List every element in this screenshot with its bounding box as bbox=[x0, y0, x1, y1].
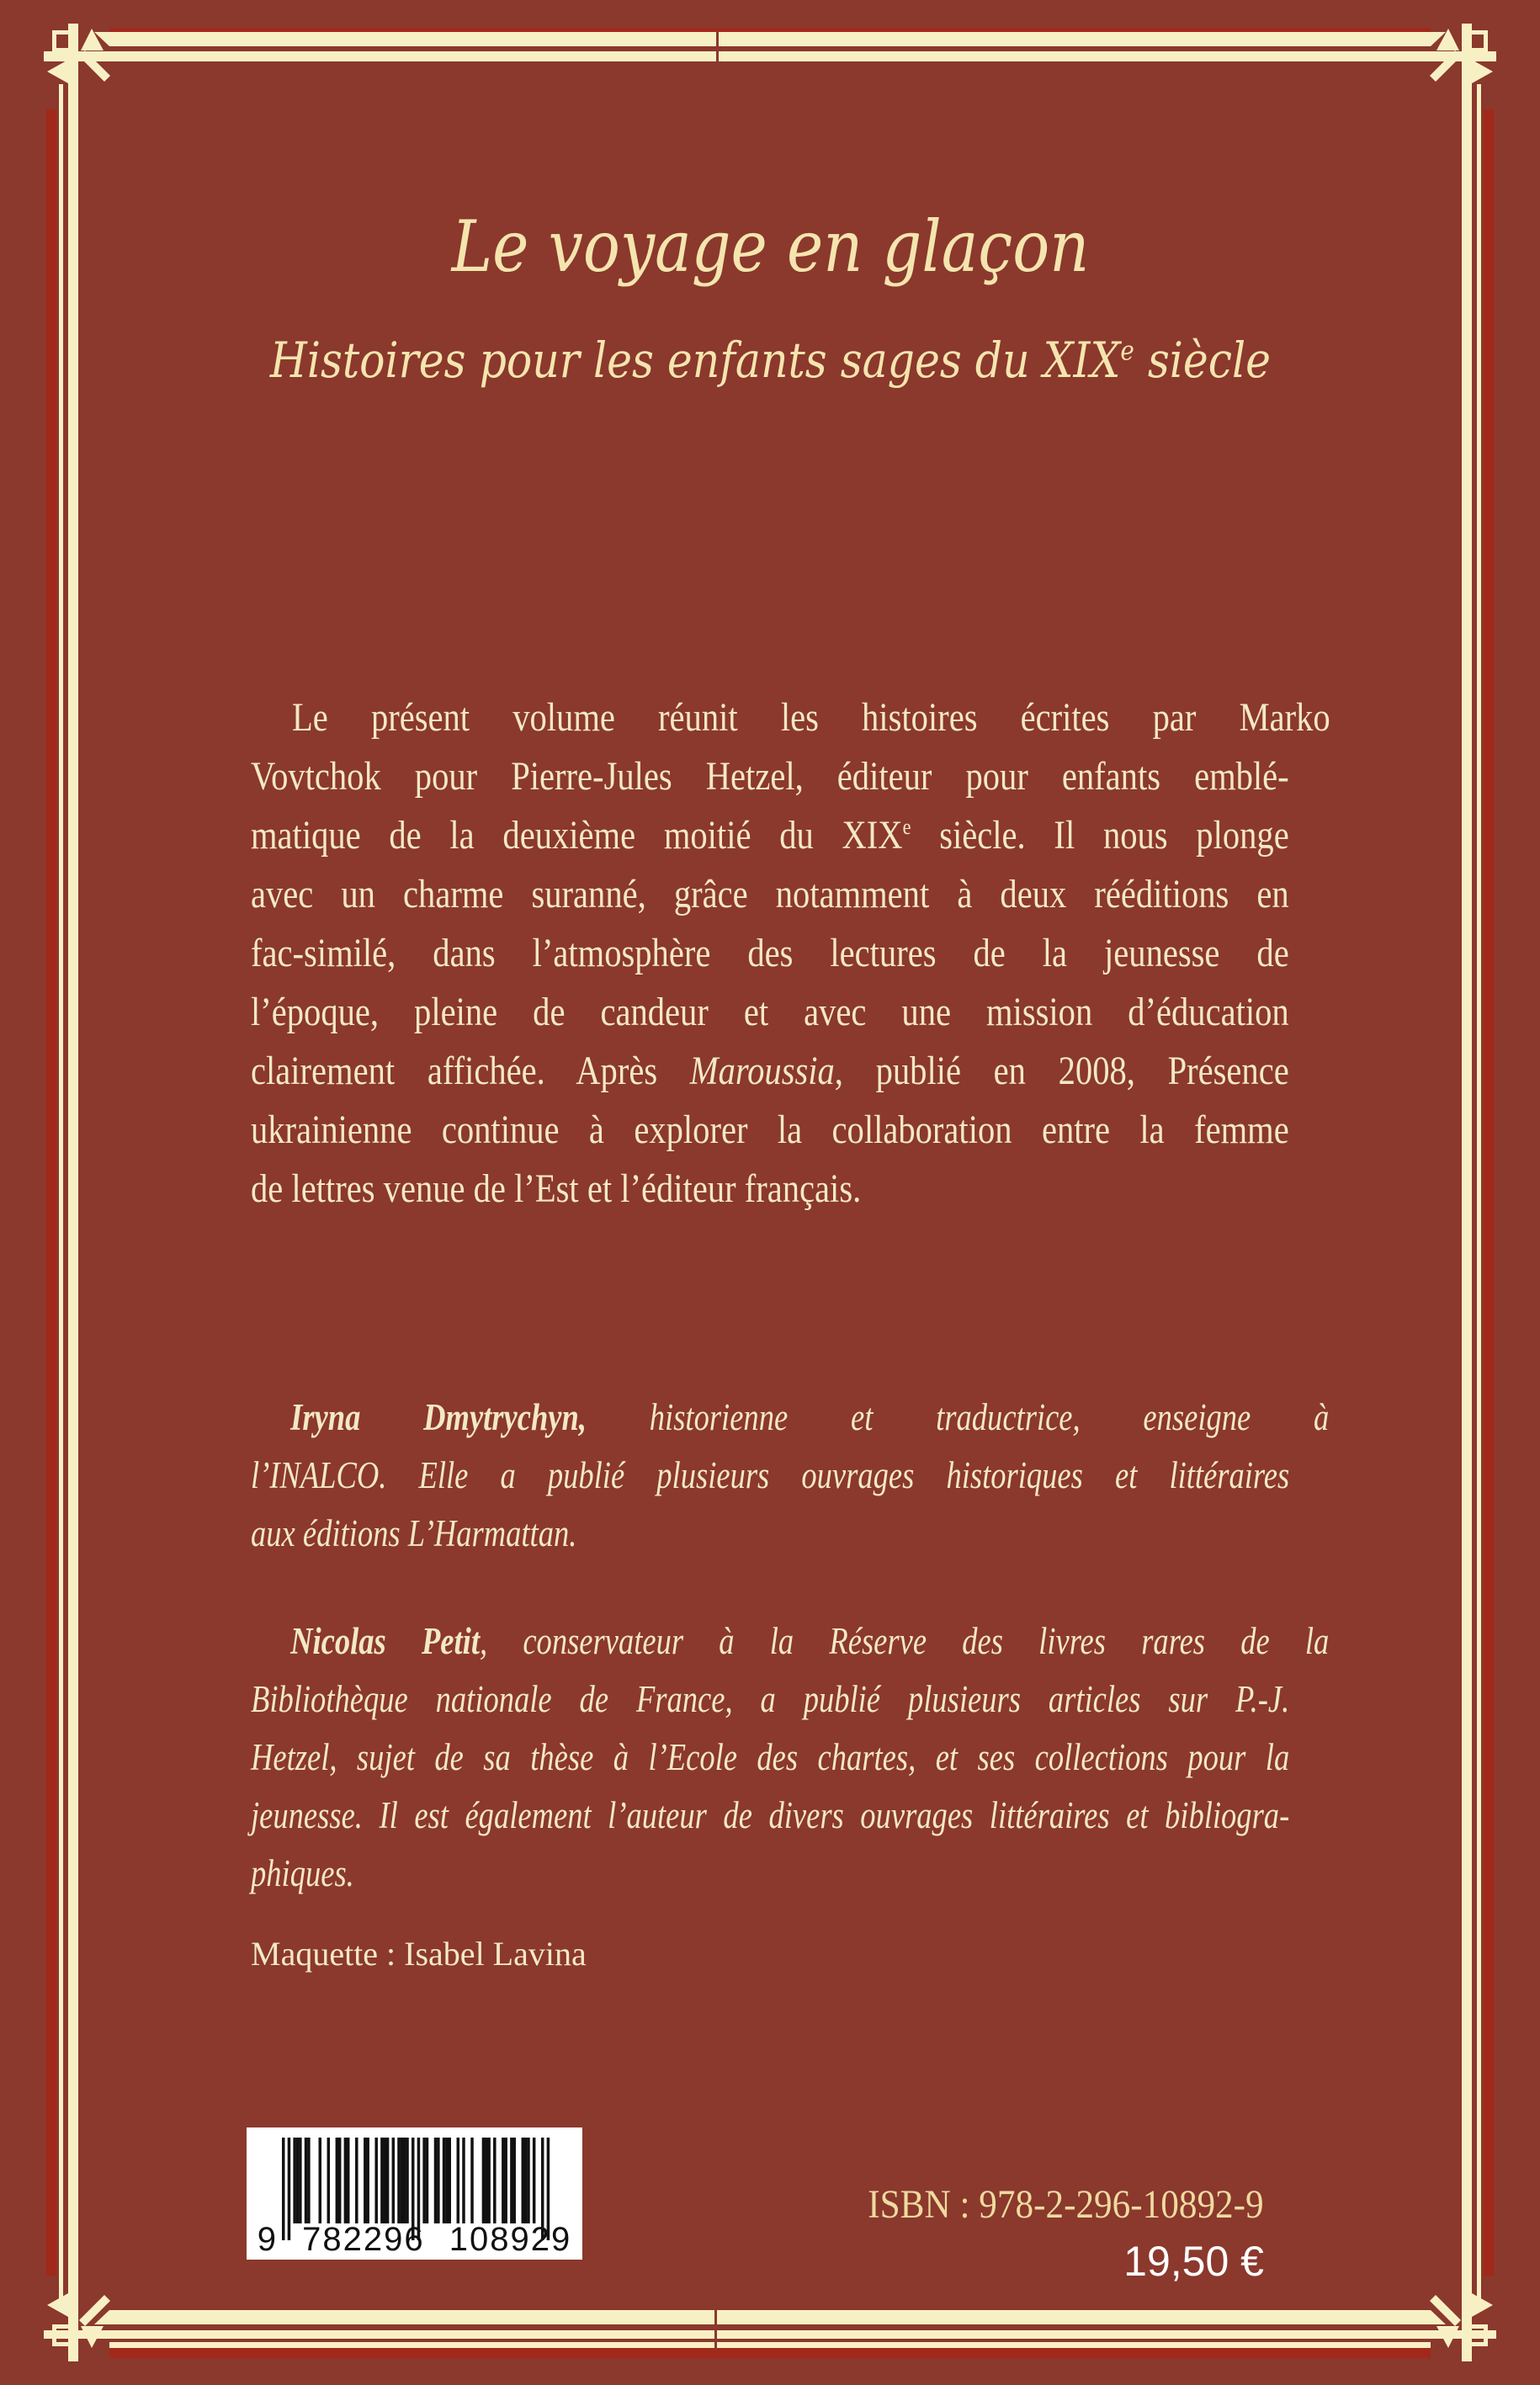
text-line: l’INALCO. Elle a publié plusieurs ouvrages historiques et littéraires bbox=[251, 1454, 1290, 1496]
text-line: Le présent volume réunit les histoires écrites par Marko bbox=[292, 695, 1330, 740]
book-subtitle-text: Histoires pour les enfants sages du XIXe siècle bbox=[269, 332, 1271, 389]
book-title bbox=[0, 200, 1540, 301]
text-line: Vovtchok pour Pierre-Jules Hetzel, éditeur pour enfants emblé- bbox=[251, 754, 1289, 799]
author-bio-dmytrychyn bbox=[251, 1389, 1540, 1563]
barcode-digits: 9 782296 108929 bbox=[257, 2221, 572, 2258]
book-subtitle bbox=[0, 327, 1540, 402]
text-line: fac-similé, dans l’atmosphère des lectures de la jeunesse de bbox=[251, 931, 1289, 975]
text-line: matique de la deuxième moitié du XIXe siècle. Il nous plonge bbox=[251, 813, 1289, 858]
isbn-text: ISBN : 978-2-296-10892-9 bbox=[868, 2182, 1264, 2227]
text-line: avec un charme suranné, grâce notamment à deux rééditions en bbox=[251, 872, 1289, 916]
text-line: Bibliothèque nationale de France, a publié plusieurs articles sur P.-J. bbox=[251, 1678, 1290, 1720]
text-line: l’époque, pleine de candeur et avec une mission d’éducation bbox=[251, 990, 1289, 1034]
text-line: Hetzel, sujet de sa thèse à l’Ecole des chartes, et ses collections pour la bbox=[251, 1736, 1290, 1778]
text-line: clairement affichée. Après Maroussia, publié en 2008, Présence bbox=[251, 1049, 1289, 1093]
price-text: 19,50 € bbox=[1123, 2238, 1264, 2285]
text-line: Iryna Dmytrychyn, historienne et traductrice, enseigne à bbox=[290, 1396, 1330, 1438]
maquette-credit: Maquette : Isabel Lavina bbox=[251, 1935, 587, 1973]
text-line: ukrainienne continue à explorer la collaboration entre la femme bbox=[251, 1108, 1289, 1152]
text-line: aux éditions L’Harmattan. bbox=[251, 1512, 577, 1554]
text-line: de lettres venue de l’Est et l’éditeur français. bbox=[251, 1166, 862, 1211]
author-bio-petit bbox=[251, 1612, 1540, 1903]
text-line: jeunesse. Il est également l’auteur de divers ouvrages littéraires et bibliogra- bbox=[251, 1794, 1290, 1836]
synopsis-paragraph bbox=[251, 688, 1528, 1219]
text-line: phiques. bbox=[251, 1852, 354, 1894]
barcode bbox=[247, 2127, 582, 2260]
book-title-text: Le voyage en glaçon bbox=[451, 205, 1089, 288]
text-line: Nicolas Petit, conservateur à la Réserve des livres rares de la bbox=[290, 1620, 1330, 1662]
